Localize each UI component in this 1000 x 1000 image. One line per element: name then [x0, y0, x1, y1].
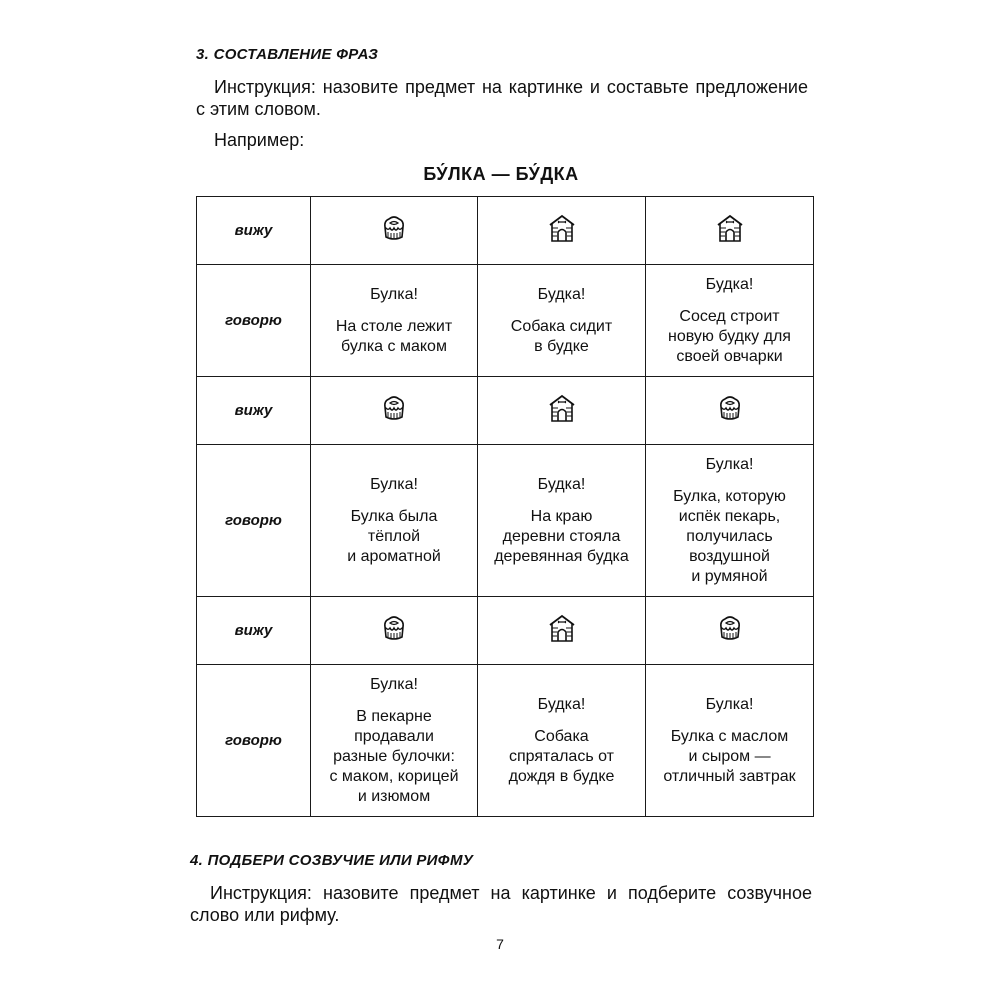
picture-cell — [478, 377, 646, 445]
sentence: Сосед строит новую будку для своей овчарки — [668, 307, 791, 365]
sentence: На столе лежит булка с маком — [335, 317, 453, 355]
sentence: На краю деревни стояла деревянная будка — [494, 507, 629, 565]
phrase-cell — [646, 265, 814, 377]
word: Будка! — [705, 275, 754, 293]
picture-cell — [478, 597, 646, 665]
see-row — [197, 597, 814, 665]
sentence: Булка была тёплой и ароматной — [347, 507, 441, 565]
say-label: говорю — [197, 665, 311, 817]
word: Будка! — [537, 695, 586, 713]
word: Будка! — [537, 285, 586, 303]
doghouse-icon — [549, 393, 575, 423]
section-3-instruction: Инструкция: назовите предмет на картинке и составьте предложение с этим словом. — [196, 77, 808, 119]
say-label: говорю — [197, 265, 311, 377]
phrase-cell — [478, 265, 646, 377]
word: Булка! — [370, 675, 418, 693]
word: Булка! — [705, 695, 754, 713]
word: Булка! — [370, 475, 418, 493]
phrase-cell — [311, 665, 478, 817]
sentence: В пекарне продавали разные булочки: с маком, корицей и изюмом — [329, 707, 459, 805]
section-4-title: 4. ПОДБЕРИ СОЗВУЧИЕ ИЛИ РИФМУ — [190, 852, 474, 869]
picture-cell — [311, 597, 478, 665]
page-number: 7 — [496, 936, 504, 952]
sentence: Собака спряталась от дождя в будке — [508, 727, 615, 785]
phrase-cell — [478, 445, 646, 597]
phrase-cell — [311, 445, 478, 597]
example-label: Например: — [214, 130, 305, 150]
picture-cell — [646, 597, 814, 665]
sentence: Булка, которую испёк пекарь, получилась воздушной и румяной — [673, 487, 786, 585]
phrase-cell — [311, 265, 478, 377]
bun-icon — [381, 393, 407, 423]
see-label: вижу — [197, 597, 311, 665]
picture-cell — [311, 197, 478, 265]
bun-icon — [381, 613, 407, 643]
sentence: Булка с маслом и сыром — отличный завтрак — [663, 727, 796, 785]
exercise-table — [196, 196, 814, 817]
sentence: Собака сидит в будке — [510, 317, 613, 355]
picture-cell — [478, 197, 646, 265]
say-label: говорю — [197, 445, 311, 597]
say-row — [197, 265, 814, 377]
see-label: вижу — [197, 377, 311, 445]
word: Булка! — [370, 285, 418, 303]
picture-cell — [646, 197, 814, 265]
word: Булка! — [705, 455, 754, 473]
doghouse-icon — [549, 213, 575, 243]
picture-cell — [646, 377, 814, 445]
phrase-cell — [646, 445, 814, 597]
section-4-instruction: Инструкция: назовите предмет на картинке и подберите созвучное слово или рифму. — [190, 883, 812, 925]
bun-icon — [717, 393, 743, 423]
word: Будка! — [537, 475, 586, 493]
doghouse-icon — [717, 213, 743, 243]
doghouse-icon — [549, 613, 575, 643]
see-row — [197, 377, 814, 445]
phrase-cell — [478, 665, 646, 817]
section-3-title: 3. СОСТАВЛЕНИЕ ФРАЗ — [196, 46, 379, 63]
see-label: вижу — [197, 197, 311, 265]
picture-cell — [311, 377, 478, 445]
phrase-cell — [646, 665, 814, 817]
pair-heading: БУ́ЛКА — БУ́ДКА — [423, 164, 579, 184]
bun-icon — [381, 213, 407, 243]
see-row — [197, 197, 814, 265]
bun-icon — [717, 613, 743, 643]
say-row — [197, 445, 814, 597]
say-row — [197, 665, 814, 817]
